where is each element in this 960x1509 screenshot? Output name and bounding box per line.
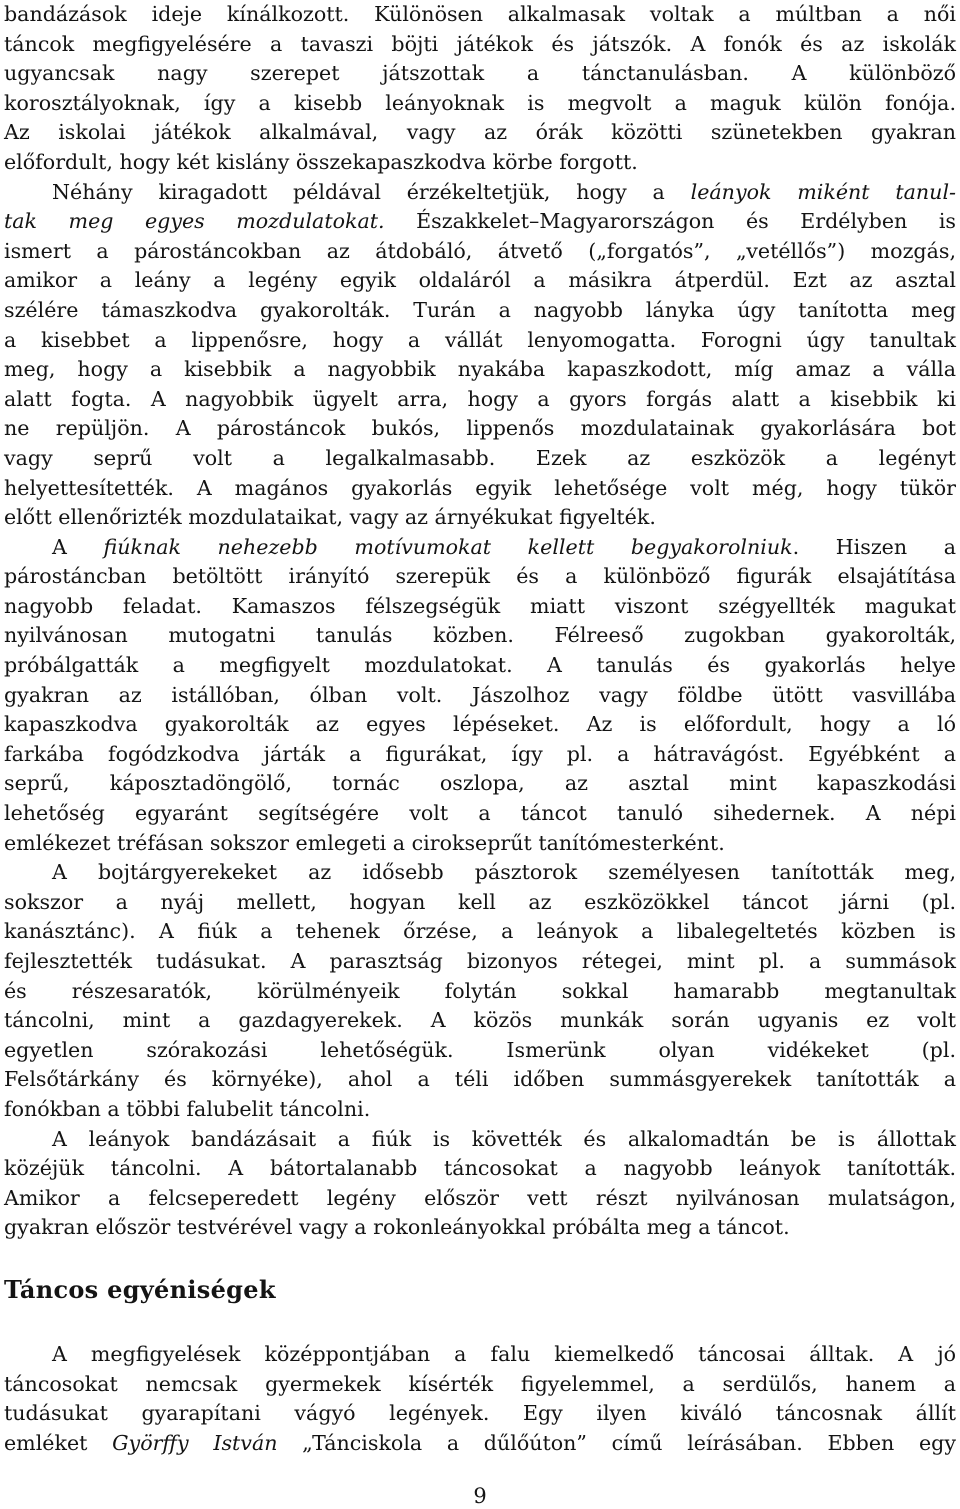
paragraph	[4, 1340, 956, 1458]
text-line	[4, 178, 956, 208]
text-line: alatt fogta. A nagyobbik ügyelt arra, hogy a gyors forgás alatt a kisebbik ki	[4, 386, 956, 411]
text-line: előfordult, hogy két kislány összekapaszkodva körbe forgott.	[4, 149, 638, 174]
text-line: közéjük táncolni. A bátortalanabb táncosokat a nagyobb leányok tanították.	[4, 1156, 956, 1181]
text-line: nagyobb feladat. Kamaszos félszegségük miatt viszont szégyellték magukat	[4, 593, 956, 618]
text-line: farkába fogódzkodva járták a figurákat, így pl. a hátravágóst. Egyébként a	[4, 741, 956, 766]
text-line: gyakran az istállóban, ólban volt. Jászolhoz vagy földbe ütött vasvillába	[4, 682, 956, 707]
text-line: egyetlen szórakozási lehetőségük. Ismerünk olyan vidékeket (pl.	[4, 1037, 956, 1062]
text-line	[4, 533, 956, 563]
text-line: ismert a párostáncokban az átdobáló, átvető („forgatós”, „vetéllős”) mozgás,	[4, 238, 956, 263]
text-line	[4, 207, 956, 237]
section-body	[4, 1340, 956, 1458]
text-line: táncosokat nemcsak gyermekek kísérték figyelemmel, a serdülős, hanem a	[4, 1371, 956, 1396]
emphasis-text: fiúknak nehezebb motívumokat kellett begyakorolniuk	[103, 534, 793, 559]
text-line: ugyancsak nagy szerepet játszottak a tánctanulásban. A különböző	[4, 61, 956, 86]
text-line: Amikor a felcseperedett legény először vett részt nyilvánosan mulatságon,	[4, 1185, 956, 1210]
text-line: fejlesztették tudásukat. A parasztság bizonyos rétegei, mint pl. a summások	[4, 949, 956, 973]
text-run: . Hiszen a	[792, 534, 956, 559]
paragraph	[4, 858, 956, 1124]
page-number: 9	[473, 1484, 487, 1508]
text-line: meg, hogy a kisebbik a nagyobbik nyakába kapaszkodott, míg amaz a válla	[4, 357, 956, 382]
text-line: fonókban a többi falubelit táncolni.	[4, 1096, 371, 1121]
emphasis-text: leányok miként tanul-	[690, 179, 956, 204]
text-line: seprű, káposztadöngölő, tornác oszlopa, az asztal mint kapaszkodási	[4, 771, 956, 796]
emphasis-text: Györffy István	[112, 1430, 278, 1455]
text-line: korosztályoknak, így a kisebb leányoknak is megvolt a maguk külön fonója.	[4, 90, 956, 115]
text-line: ne repüljön. A párostáncok bukós, lippenős mozdulatainak gyakorlására bot	[4, 416, 956, 441]
text-run: A	[52, 534, 104, 559]
page-body	[4, 0, 956, 1243]
text-line: szélére támaszkodva gyakorolták. Turán a nagyobb lányka úgy tanította meg	[4, 297, 956, 322]
text-line: gyakran először testvérével vagy a rokonleányokkal próbálta meg a táncot.	[4, 1215, 790, 1240]
paragraph	[4, 0, 956, 178]
text-line: emlékezet tréfásan sokszor emlegeti a cirokseprűt tanítómesterként.	[4, 830, 725, 855]
paragraph	[4, 533, 956, 859]
text-line: helyettesítették. A magános gyakorlás egyik lehetősége volt még, hogy tükör	[4, 475, 956, 500]
text-line: kapaszkodva gyakorolták az egyes lépéseket. Az is előfordult, hogy a ló	[4, 712, 956, 737]
text-line: táncolni, mint a gazdagyerekek. A közös munkák során ugyanis ez volt	[4, 1008, 956, 1033]
text-run: Északkelet–Magyarországon és Erdélyben is	[384, 209, 956, 234]
text-line: előtt ellenőrizték mozdulataikat, vagy az árnyékukat figyelték.	[4, 505, 656, 530]
text-line: amikor a leány a legény egyik oldaláról a másikra átperdül. Ezt az asztal	[4, 268, 956, 293]
text-run: Néhány kiragadott példával érzékeltetjük, hogy a	[52, 179, 691, 204]
text-line: próbálgatták a megfigyelt mozdulatokat. A tanulás és gyakorlás helye	[4, 653, 956, 678]
text-line: vagy seprű volt a legalkalmasabb. Ezek az eszközök a legényt	[4, 445, 956, 470]
paragraph	[4, 1125, 956, 1243]
text-line: A leányok bandázásait a fiúk is követték és alkalomadtán be is állottak	[52, 1126, 956, 1151]
text-line: tudásukat gyarapítani vágyó legények. Egy ilyen kiváló táncosnak állít	[4, 1401, 956, 1426]
text-line: táncok megfigyelésére a tavaszi böjti játékok és játszók. A fonók és az iskolák	[4, 31, 956, 56]
section-heading: Táncos egyéniségek	[4, 1275, 276, 1304]
text-line: A bojtárgyerekeket az idősebb pásztorok személyesen tanították meg,	[52, 860, 956, 885]
paragraph	[4, 178, 956, 533]
emphasis-text: tak meg egyes mozdulatokat.	[4, 209, 385, 234]
text-run: „Tánciskola a dűlőúton” című leírásában. Ebben egy	[277, 1430, 956, 1455]
text-line: a kisebbet a lippenősre, hogy a vállát lenyomogatta. Forogni úgy tanultak	[4, 327, 956, 352]
text-line: Az iskolai játékok alkalmával, vagy az órák közötti szünetekben gyakran	[4, 120, 956, 145]
text-line: párostáncban betöltött irányító szerepük és a különböző figurák elsajátítása	[4, 564, 956, 589]
text-line: bandázások ideje kínálkozott. Különösen alkalmasak voltak a múltban a női	[4, 2, 956, 26]
text-line: nyilvánosan mutogatni tanulás közben. Félreeső zugokban gyakorolták,	[4, 623, 956, 648]
text-line: és részesaratók, körülményeik folytán sokkal hamarabb megtanultak	[4, 978, 956, 1003]
text-line: sokszor a nyáj mellett, hogyan kell az eszközökkel táncot járni (pl.	[4, 889, 956, 914]
text-line	[4, 1429, 956, 1459]
text-line: A megfigyelések középpontjában a falu kiemelkedő táncosai álltak. A jó	[52, 1342, 956, 1366]
text-line: kanásztánc). A fiúk a tehenek őrzése, a leányok a libalegeltetés közben is	[4, 919, 956, 944]
text-run: emléket	[4, 1430, 113, 1455]
text-line: Felsőtárkány és környéke), ahol a téli időben summásgyerekek tanították a	[4, 1067, 956, 1092]
text-line: lehetőség egyaránt segítségére volt a táncot tanuló sihedernek. A népi	[4, 801, 956, 826]
